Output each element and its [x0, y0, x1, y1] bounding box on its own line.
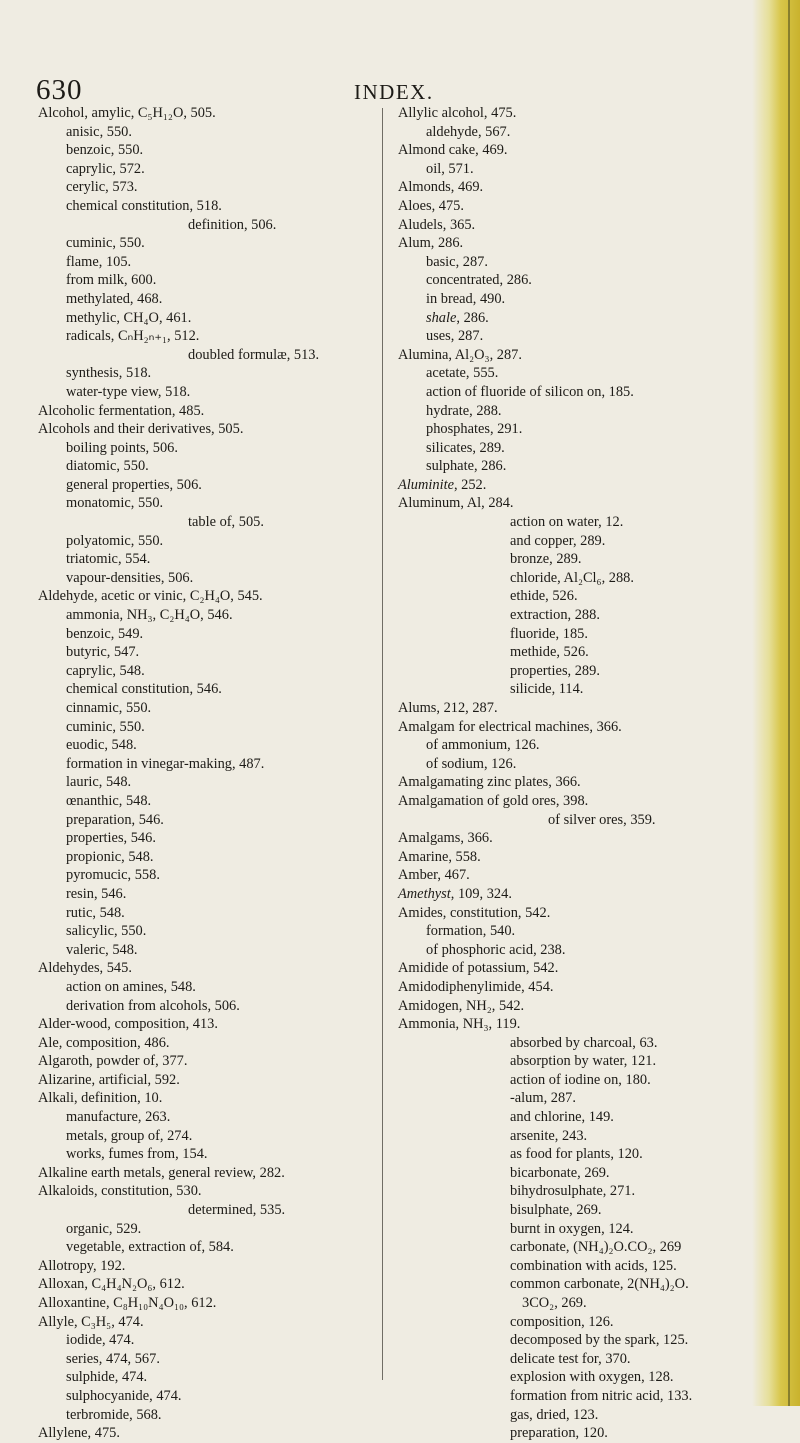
- index-entry: bronze, 289.: [510, 551, 582, 568]
- index-entry: Amalgamating zinc plates, 366.: [398, 774, 581, 791]
- index-entry: Ale, composition, 486.: [38, 1034, 170, 1051]
- index-entry: monatomic, 550.: [66, 495, 164, 512]
- index-entry: caprylic, 548.: [66, 662, 145, 679]
- index-entry: methylated, 468.: [66, 290, 163, 307]
- index-entry: definition, 506.: [188, 216, 277, 233]
- index-entry: of ammonium, 126.: [426, 737, 540, 754]
- index-entry: determined, 535.: [188, 1202, 286, 1219]
- index-entry: basic, 287.: [426, 253, 488, 270]
- index-entry: cuminic, 550.: [66, 718, 145, 735]
- index-entry: concentrated, 286.: [426, 272, 532, 289]
- index-entry: chemical constitution, 546.: [66, 681, 222, 698]
- index-entry: delicate test for, 370.: [510, 1350, 631, 1367]
- index-entry: -alum, 287.: [510, 1090, 576, 1107]
- index-entry: action of fluoride of silicon on, 185.: [426, 383, 634, 400]
- index-entry: of silver ores, 359.: [548, 811, 656, 828]
- index-entry: aldehyde, 567.: [426, 123, 511, 140]
- index-entry: Alloxan, C₄H₄N₂O₆, 612.: [38, 1276, 185, 1293]
- index-entry: Aldehydes, 545.: [38, 960, 132, 977]
- index-entry: fluoride, 185.: [510, 625, 588, 642]
- index-entry: Allylic alcohol, 475.: [398, 105, 517, 121]
- index-entry: Algaroth, powder of, 377.: [38, 1053, 188, 1070]
- index-entry: preparation, 120.: [510, 1425, 608, 1442]
- index-entry: formation in vinegar-making, 487.: [66, 755, 265, 772]
- index-entry: Amalgamation of gold ores, 398.: [398, 792, 589, 809]
- index-entry: Amides, constitution, 542.: [398, 904, 551, 921]
- index-entry: Alcoholic fermentation, 485.: [38, 402, 205, 419]
- index-entry: flame, 105.: [66, 253, 132, 270]
- index-entry: action on water, 12.: [510, 514, 624, 531]
- index-entry: bisulphate, 269.: [510, 1202, 602, 1219]
- index-entry: Alum, 286.: [398, 235, 464, 252]
- index-entry: Aloes, 475.: [398, 197, 464, 214]
- index-entry: rutic, 548.: [66, 904, 125, 921]
- index-entry: explosion with oxygen, 128.: [510, 1369, 674, 1386]
- index-entry: methide, 526.: [510, 644, 589, 661]
- index-entry: Amidogen, NH₂, 542.: [398, 997, 525, 1014]
- index-entry: resin, 546.: [66, 885, 127, 902]
- index-entry: euodic, 548.: [66, 737, 137, 754]
- index-entry: formation from nitric acid, 133.: [510, 1387, 693, 1404]
- index-entry: series, 474, 567.: [66, 1350, 160, 1367]
- index-entry: Amarine, 558.: [398, 848, 481, 865]
- index-entry: ethide, 526.: [510, 588, 578, 605]
- index-entry: hydrate, 288.: [426, 402, 502, 419]
- index-entry: Allylene, 475.: [38, 1425, 120, 1442]
- index-entry: arsenite, 243.: [510, 1127, 588, 1144]
- index-entry: gas, dried, 123.: [510, 1406, 599, 1423]
- index-entry: action on amines, 548.: [66, 978, 196, 995]
- index-entry: and copper, 289.: [510, 532, 606, 549]
- index-entry: general properties, 506.: [66, 476, 202, 493]
- index-entry: formation, 540.: [426, 923, 516, 940]
- index-entry: Alizarine, artificial, 592.: [38, 1071, 180, 1088]
- index-entry: cinnamic, 550.: [66, 700, 152, 716]
- index-entry: as food for plants, 120.: [510, 1146, 643, 1163]
- index-entry: chemical constitution, 518.: [66, 197, 222, 214]
- index-entry: in bread, 490.: [426, 290, 506, 307]
- index-entry: acetate, 555.: [426, 365, 499, 382]
- index-entry: Aldehyde, acetic or vinic, C₂H₄O, 545.: [38, 588, 263, 605]
- index-entry: properties, 546.: [66, 830, 156, 847]
- index-entry: œnanthic, 548.: [66, 792, 152, 809]
- index-entry: absorbed by charcoal, 63.: [510, 1034, 658, 1051]
- index-entry: Amidide of potassium, 542.: [398, 960, 559, 977]
- index-entry: terbromide, 568.: [66, 1406, 162, 1423]
- index-entry: cerylic, 573.: [66, 179, 138, 196]
- index-entry: cuminic, 550.: [66, 235, 145, 252]
- index-entry: burnt in oxygen, 124.: [510, 1220, 634, 1237]
- index-entry: polyatomic, 550.: [66, 532, 164, 549]
- index-entry: Amber, 467.: [398, 867, 470, 884]
- index-entry: derivation from alcohols, 506.: [66, 997, 240, 1014]
- index-entry: 3CO₂, 269.: [522, 1295, 587, 1311]
- index-entry: methylic, CH₄O, 461.: [66, 309, 192, 326]
- index-entry: absorption by water, 121.: [510, 1053, 657, 1070]
- index-entry: oil, 571.: [426, 160, 474, 177]
- index-entry: Almonds, 469.: [398, 179, 484, 196]
- index-entry: ammonia, NH₃, C₂H₄O, 546.: [66, 607, 233, 624]
- index-entry: sulphocyanide, 474.: [66, 1387, 182, 1404]
- index-entry: doubled formulæ, 513.: [188, 346, 320, 363]
- index-entry: silicates, 289.: [426, 439, 505, 456]
- index-entry: extraction, 288.: [510, 607, 600, 624]
- index-entry: silicide, 114.: [510, 681, 584, 698]
- running-head: INDEX.: [354, 80, 434, 104]
- index-column-left: [38, 104, 378, 1443]
- index-entry: action of iodine on, 180.: [510, 1071, 651, 1088]
- index-entry: manufacture, 263.: [66, 1109, 171, 1126]
- index-entry: Almond cake, 469.: [398, 142, 508, 159]
- index-column-right: [398, 104, 768, 1443]
- index-entry: Aluminite, 252.: [398, 476, 487, 493]
- index-entry: from milk, 600.: [66, 272, 157, 289]
- index-entry: Alkaline earth metals, general review, 282.: [38, 1164, 285, 1181]
- index-entry: organic, 529.: [66, 1220, 142, 1237]
- index-entry: Alkaloids, constitution, 530.: [38, 1183, 202, 1200]
- index-entry: Amalgam for electrical machines, 366.: [398, 718, 622, 735]
- index-entry: Allotropy, 192.: [38, 1257, 126, 1274]
- index-entry: table of, 505.: [188, 514, 264, 531]
- index-entry: benzoic, 549.: [66, 625, 144, 642]
- index-entry: Alcohol, amylic, C₅H₁₂O, 505.: [38, 105, 216, 121]
- index-entry: diatomic, 550.: [66, 458, 149, 475]
- index-entry: Amalgams, 366.: [398, 830, 493, 847]
- index-entry: carbonate, (NH₄)₂O.CO₂, 269: [510, 1239, 682, 1256]
- page-edge-line: [788, 0, 790, 1406]
- index-entry: triatomic, 554.: [66, 551, 151, 568]
- index-entry: works, fumes from, 154.: [66, 1146, 208, 1163]
- index-entry: salicylic, 550.: [66, 923, 147, 940]
- index-entry: bicarbonate, 269.: [510, 1164, 610, 1181]
- index-entry: bihydrosulphate, 271.: [510, 1183, 636, 1200]
- index-entry: Allyle, C₃H₅, 474.: [38, 1313, 144, 1330]
- index-entry: composition, 126.: [510, 1313, 614, 1330]
- index-entry: and chlorine, 149.: [510, 1109, 614, 1126]
- index-entry: chloride, Al₂Cl₆, 288.: [510, 569, 634, 586]
- index-entry: radicals, CₙH₂ₙ₊₁, 512.: [66, 328, 200, 345]
- page-number: 630: [36, 74, 83, 106]
- index-entry: decomposed by the spark, 125.: [510, 1332, 689, 1349]
- index-entry: boiling points, 506.: [66, 439, 178, 456]
- index-entry: anisic, 550.: [66, 123, 132, 140]
- index-entry: Ammonia, NH₃, 119.: [398, 1016, 521, 1033]
- index-entry: Amethyst, 109, 324.: [398, 885, 512, 902]
- index-entry: Alloxantine, C₈H₁₀N₄O₁₀, 612.: [38, 1295, 217, 1311]
- index-entry: synthesis, 518.: [66, 365, 152, 382]
- index-entry: metals, group of, 274.: [66, 1127, 193, 1144]
- index-entry: propionic, 548.: [66, 848, 154, 865]
- index-entry: Amidodiphenylimide, 454.: [398, 978, 554, 995]
- index-entry: valeric, 548.: [66, 941, 138, 958]
- index-entry: vapour-densities, 506.: [66, 569, 194, 586]
- index-entry: lauric, 548.: [66, 774, 132, 791]
- index-entry: phosphates, 291.: [426, 421, 523, 438]
- index-entry: Alder-wood, composition, 413.: [38, 1016, 218, 1033]
- index-entry: combination with acids, 125.: [510, 1257, 677, 1274]
- index-entry: Aludels, 365.: [398, 216, 476, 233]
- index-entry: common carbonate, 2(NH₄)₂O.: [510, 1276, 689, 1293]
- column-divider: [382, 108, 383, 1380]
- index-entry: properties, 289.: [510, 662, 600, 679]
- index-entry: caprylic, 572.: [66, 160, 145, 177]
- index-entry: of sodium, 126.: [426, 755, 517, 772]
- index-entry: Aluminum, Al, 284.: [398, 495, 514, 512]
- index-entry: Alkali, definition, 10.: [38, 1090, 163, 1107]
- index-entry: of phosphoric acid, 238.: [426, 941, 566, 958]
- index-entry: sulphide, 474.: [66, 1369, 148, 1386]
- index-entry: benzoic, 550.: [66, 142, 144, 159]
- index-entry: shale, 286.: [426, 309, 489, 326]
- index-entry: water-type view, 518.: [66, 383, 191, 400]
- index-entry: vegetable, extraction of, 584.: [66, 1239, 234, 1256]
- index-entry: butyric, 547.: [66, 644, 140, 661]
- index-entry: Alums, 212, 287.: [398, 700, 498, 716]
- index-entry: preparation, 546.: [66, 811, 164, 828]
- index-entry: iodide, 474.: [66, 1332, 135, 1349]
- index-entry: Alumina, Al₂O₃, 287.: [398, 346, 522, 363]
- index-entry: sulphate, 286.: [426, 458, 507, 475]
- index-entry: uses, 287.: [426, 328, 484, 345]
- index-entry: pyromucic, 558.: [66, 867, 160, 884]
- index-entry: Alcohols and their derivatives, 505.: [38, 421, 244, 438]
